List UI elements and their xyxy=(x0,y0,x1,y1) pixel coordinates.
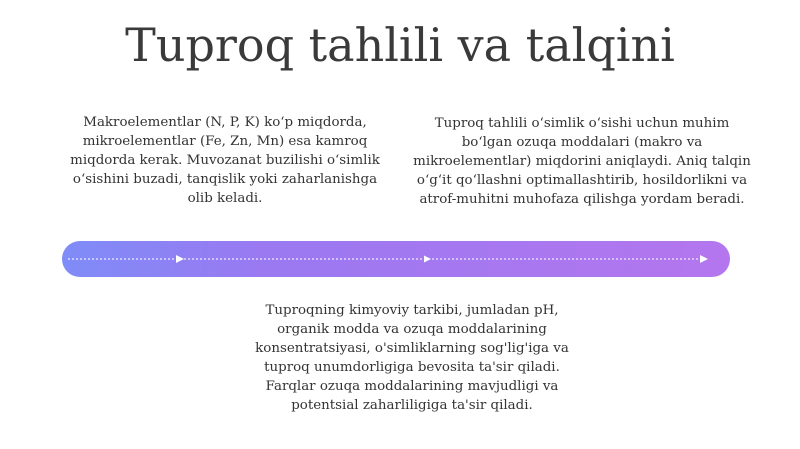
page-title: Tuproq tahlili va talqini xyxy=(125,18,675,72)
text-block-macro-micro: Makroelementlar (N, P, K) koʻp miqdorda, mikroelementlar (Fe, Zn, Mn) esa kamroq miqdorda kerak. Muvozanat buzilishi oʻsimlik oʻsishini buzadi, tanqislik yoki zaharlanishga olib keladi. xyxy=(70,115,380,206)
arrow-right-icon xyxy=(424,256,431,263)
text-block-soil-analysis: Tuproq tahlili oʻsimlik oʻsishi uchun muhim boʻlgan ozuqa moddalari (makro va mikroelementlar) miqdorini aniqlaydi. Aniq talqin oʻgʻit qoʻllashni optimallashtirib, hosildorlikni va atrof-muhitni muhofaza qilishga yordam beradi. xyxy=(413,116,751,207)
text-block-chemical-composition: Tuproqning kimyoviy tarkibi, jumladan pH, organik modda va ozuqa moddalarining konsentratsiyasi, o'simliklarning sog'lig'iga va tuproq unumdorligiga bevosita ta'sir qiladi. Farqlar ozuqa moddalarining mavjudligi va potentsial zaharliligiga ta'sir qiladi. xyxy=(255,303,569,413)
arrow-right-icon xyxy=(700,255,708,263)
timeline-svg xyxy=(62,241,730,277)
timeline-bar xyxy=(62,241,730,277)
arrow-right-icon xyxy=(176,255,184,263)
